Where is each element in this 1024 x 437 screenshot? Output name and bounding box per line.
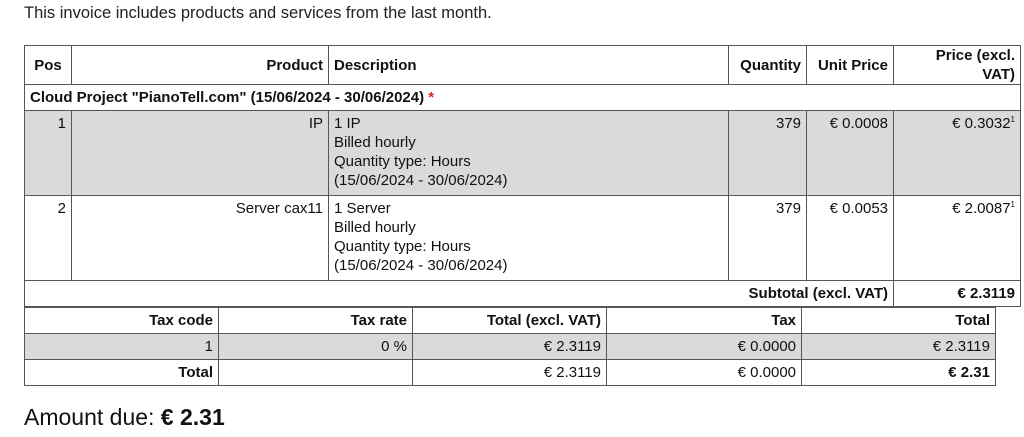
table-row (25, 111, 1021, 196)
amount-due-label: Amount due: (24, 404, 155, 430)
header-tax: Tax (607, 308, 802, 334)
item-description-line: Billed hourly (334, 219, 416, 236)
item-description-line: (15/06/2024 - 30/06/2024) (334, 172, 508, 189)
tax-total-excl-vat: € 2.3119 (413, 334, 607, 360)
table-row (25, 196, 1021, 281)
tax-rate: 0 % (219, 334, 413, 360)
amount-due (24, 404, 225, 431)
tax-total-rate (219, 360, 413, 386)
header-product: Product (72, 46, 329, 85)
item-product: IP (72, 111, 329, 196)
item-pos: 2 (25, 196, 72, 281)
item-unit-price: € 0.0053 (807, 196, 894, 281)
tax-total-row (25, 360, 996, 386)
tax-total-label: Total (25, 360, 219, 386)
item-price-footnote: 1 (1010, 200, 1015, 209)
item-description-line: Billed hourly (334, 134, 416, 151)
project-group-text: Cloud Project "PianoTell.com" (15/06/2024 - 30/06/2024) (30, 89, 425, 106)
amount-due-value: € 2.31 (160, 404, 225, 430)
header-unit-price: Unit Price (807, 46, 894, 85)
item-description-line: (15/06/2024 - 30/06/2024) (334, 257, 508, 274)
item-description-line: 1 IP (334, 115, 361, 132)
item-price-footnote: 1 (1010, 115, 1015, 124)
item-description (329, 196, 729, 281)
project-group-marker: * (428, 89, 435, 106)
header-total: Total (802, 308, 996, 334)
tax-total-excl-vat-sum: € 2.3119 (413, 360, 607, 386)
item-description-line: Quantity type: Hours (334, 153, 471, 170)
invoice-items-table (24, 45, 1021, 307)
tax-total: € 2.3119 (802, 334, 996, 360)
header-description: Description (329, 46, 729, 85)
tax-amount: € 0.0000 (607, 334, 802, 360)
item-unit-price: € 0.0008 (807, 111, 894, 196)
item-description (329, 111, 729, 196)
project-group-label (25, 85, 1021, 111)
item-pos: 1 (25, 111, 72, 196)
item-price-value: € 2.0087 (952, 200, 1011, 217)
subtotal-value: € 2.3119 (894, 281, 1021, 307)
subtotal-row (25, 281, 1021, 307)
project-group-row (25, 85, 1021, 111)
subtotal-label: Subtotal (excl. VAT) (25, 281, 894, 307)
header-price-excl-vat: Price (excl. VAT) (894, 46, 1021, 85)
item-description-line: Quantity type: Hours (334, 238, 471, 255)
table-row (25, 334, 996, 360)
header-pos: Pos (25, 46, 72, 85)
item-product: Server cax11 (72, 196, 329, 281)
tax-code: 1 (25, 334, 219, 360)
item-price-value: € 0.3032 (952, 115, 1011, 132)
item-description-line: 1 Server (334, 200, 391, 217)
tax-summary-table (24, 307, 996, 386)
tax-grand-total: € 2.31 (802, 360, 996, 386)
item-quantity: 379 (729, 111, 807, 196)
items-header-row (25, 46, 1021, 85)
tax-header-row (25, 308, 996, 334)
header-tax-code: Tax code (25, 308, 219, 334)
invoice-intro-text: This invoice includes products and services from the last month. (24, 4, 492, 22)
tax-total-tax-sum: € 0.0000 (607, 360, 802, 386)
item-price (894, 111, 1021, 196)
item-price (894, 196, 1021, 281)
header-tax-rate: Tax rate (219, 308, 413, 334)
item-quantity: 379 (729, 196, 807, 281)
header-quantity: Quantity (729, 46, 807, 85)
header-total-excl-vat: Total (excl. VAT) (413, 308, 607, 334)
